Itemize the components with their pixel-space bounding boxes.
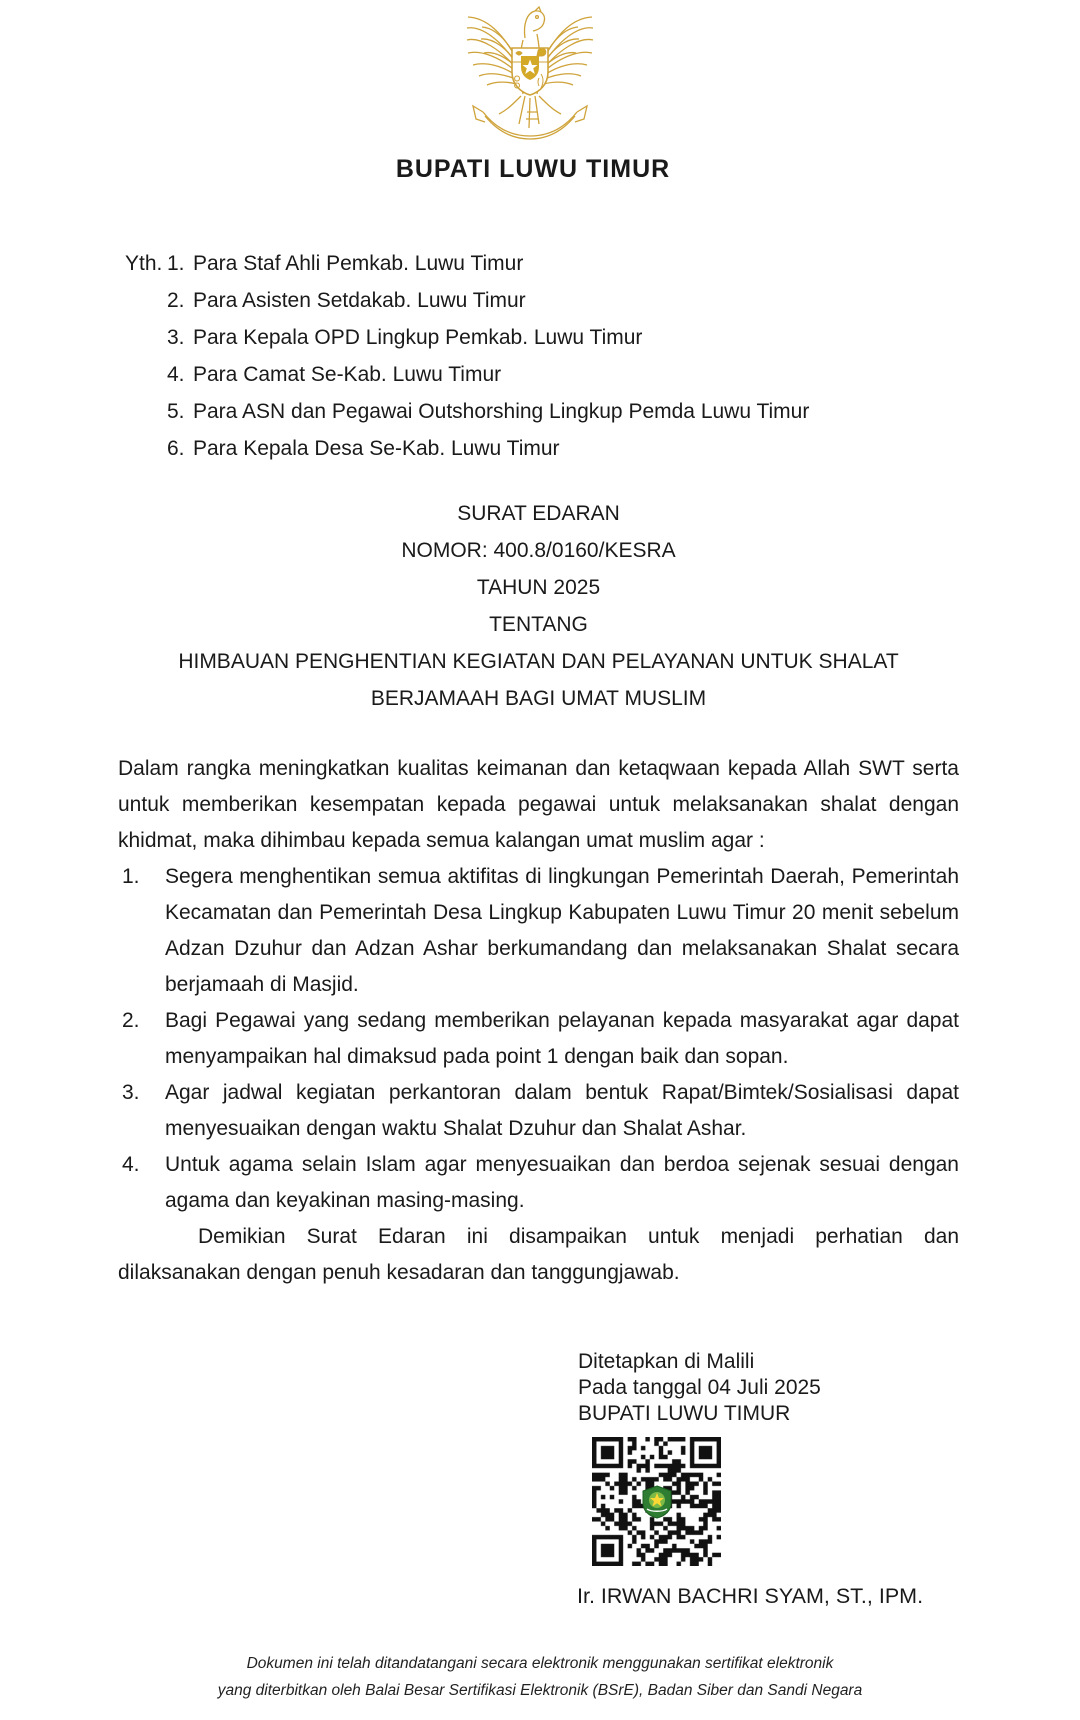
recipient-number: 4. — [167, 363, 185, 386]
doc-type: SURAT EDARAN — [457, 502, 620, 525]
recipient-text: Para Staf Ahli Pemkab. Luwu Timur — [193, 252, 524, 275]
doc-number: NOMOR: 400.8/0160/KESRA — [401, 539, 676, 562]
recipient-text: Para Asisten Setdakab. Luwu Timur — [193, 289, 526, 312]
signature-position: BUPATI LUWU TIMUR — [578, 1402, 791, 1425]
directive-text: Untuk agama selain Islam agar menyesuaikan dan berdoa sejenak sesuai dengan agama dan keyakinan masing-masing. — [165, 1153, 959, 1212]
directive-item — [118, 1003, 959, 1075]
directive-text: Agar jadwal kegiatan perkantoran dalam bentuk Rapat/Bimtek/Sosialisasi dapat menyesuaikan dengan waktu Shalat Dzuhur dan Shalat Ashar. — [165, 1081, 959, 1140]
directive-list — [118, 859, 959, 1219]
letter-body — [118, 751, 959, 1291]
directive-item — [118, 859, 959, 1003]
about-label: TENTANG — [489, 613, 588, 636]
opening-paragraph: Dalam rangka meningkatkan kualitas keimanan dan ketaqwaan kepada Allah SWT serta untuk memberikan kesempatan kepada pegawai untuk melaksanakan shalat dengan khidmat, maka dihimbau kepada semua kalangan umat muslim agar : — [118, 757, 959, 852]
doc-title-line-1: HIMBAUAN PENGHENTIAN KEGIATAN DAN PELAYANAN UNTUK SHALAT — [178, 650, 899, 673]
doc-year: TAHUN 2025 — [476, 576, 601, 599]
recipient-text: Para ASN dan Pegawai Outshorshing Lingkup Pemda Luwu Timur — [193, 400, 810, 423]
recipient-text: Para Kepala OPD Lingkup Pemkab. Luwu Timur — [193, 326, 643, 349]
recipient-row — [125, 245, 809, 282]
recipient-row — [125, 356, 809, 393]
directive-text: Segera menghentikan semua aktifitas di lingkungan Pemerintah Daerah, Pemerintah Kecamatan dan Pemerintah Desa Lingkup Kabupaten Luwu Timur 20 menit sebelum Adzan Dzuhur dan Adzan Ashar berkumandang dan melaksanakan Shalat secara berjamaah di Masjid. — [165, 865, 959, 996]
recipient-list — [125, 245, 809, 467]
subject-block — [118, 495, 959, 717]
footer-note — [0, 1650, 1080, 1704]
recipient-row — [125, 430, 809, 467]
recipient-salutation: Yth. — [125, 252, 163, 275]
signature-place: Ditetapkan di Malili — [578, 1350, 755, 1373]
recipient-number: 6. — [167, 437, 185, 460]
signature-block — [578, 1349, 821, 1427]
directive-item — [118, 1075, 959, 1147]
recipient-row — [125, 393, 809, 430]
regency-seal-icon — [642, 1485, 672, 1519]
recipient-number: 5. — [167, 400, 185, 423]
closing-paragraph: Demikian Surat Edaran ini disampaikan untuk menjadi perhatian dan dilaksanakan dengan penuh kesadaran dan tanggungjawab. — [118, 1225, 959, 1284]
directive-item — [118, 1147, 959, 1219]
recipient-number: 1. — [167, 252, 185, 275]
signatory-name: Ir. IRWAN BACHRI SYAM, ST., IPM. — [577, 1584, 924, 1608]
recipient-row — [125, 282, 809, 319]
directive-number: 2. — [122, 1009, 140, 1032]
signature-qr-code — [592, 1437, 721, 1566]
authority-title: BUPATI LUWU TIMUR — [395, 155, 671, 183]
directive-number: 1. — [122, 865, 140, 888]
footer-line-2: yang diterbitkan oleh Balai Besar Sertifikasi Elektronik (BSrE), Badan Siber dan Sandi Negara — [217, 1682, 863, 1699]
recipient-text: Para Kepala Desa Se-Kab. Luwu Timur — [193, 437, 560, 460]
recipient-row — [125, 319, 809, 356]
recipient-number: 3. — [167, 326, 185, 349]
signature-date: Pada tanggal 04 Juli 2025 — [578, 1376, 821, 1399]
directive-number: 4. — [122, 1153, 140, 1176]
garuda-pancasila-icon — [463, 4, 597, 142]
recipient-number: 2. — [167, 289, 185, 312]
directive-text: Bagi Pegawai yang sedang memberikan pelayanan kepada masyarakat agar dapat menyampaikan hal dimaksud pada point 1 dengan baik dan sopan. — [165, 1009, 959, 1068]
footer-line-1: Dokumen ini telah ditandatangani secara elektronik menggunakan sertifikat elektronik — [246, 1655, 834, 1672]
doc-title-line-2: BERJAMAAH BAGI UMAT MUSLIM — [370, 687, 707, 710]
directive-number: 3. — [122, 1081, 140, 1104]
recipient-text: Para Camat Se-Kab. Luwu Timur — [193, 363, 502, 386]
